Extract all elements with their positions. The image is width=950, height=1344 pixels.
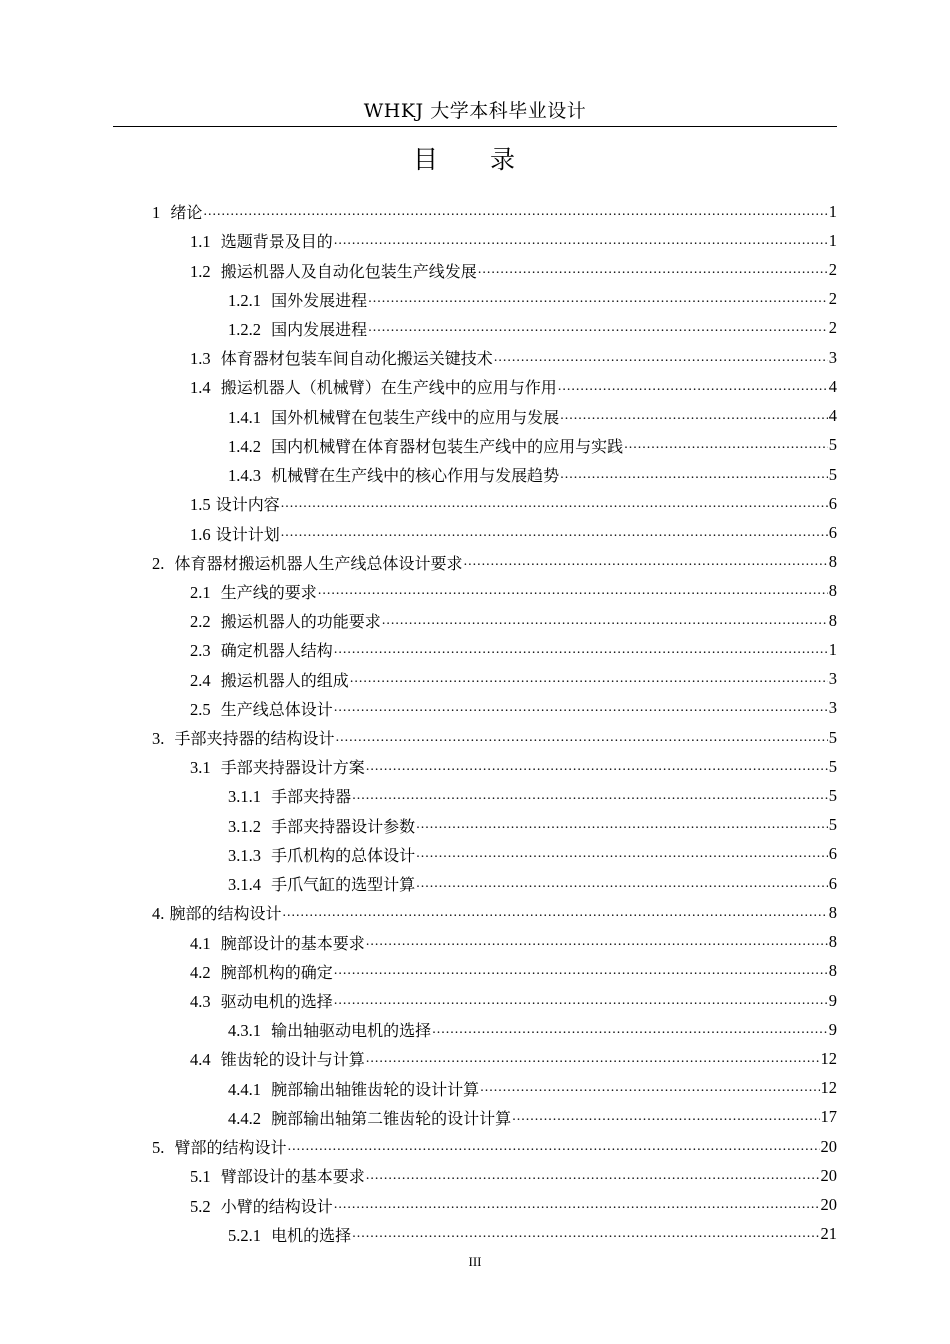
toc-dot-leader xyxy=(366,1168,820,1184)
toc-entry[interactable] xyxy=(152,548,837,577)
toc-entry[interactable] xyxy=(152,402,837,431)
page-title: 目 录 xyxy=(413,145,537,174)
toc-entry-label: 国内机械臂在体育器材包装生产线中的应用与实践 xyxy=(271,436,624,456)
toc-entry-title xyxy=(190,989,333,1012)
toc-entry-label: 搬运机器人及自动化包装生产线发展 xyxy=(220,261,477,281)
toc-entry-label: 手爪气缸的选型计算 xyxy=(271,875,416,895)
toc-entry-number: 5.1 xyxy=(190,1167,211,1187)
toc-page-number: 2 xyxy=(828,260,837,280)
toc-dot-leader xyxy=(478,262,828,278)
toc-entry-number: 3.1.1 xyxy=(228,787,261,807)
toc-entry-number: 4.3.1 xyxy=(228,1021,261,1041)
toc-entry-number: 5.2.1 xyxy=(228,1225,261,1245)
toc-page-number: 2 xyxy=(828,289,837,309)
toc-entry[interactable] xyxy=(152,197,837,226)
toc-page-number: 6 xyxy=(828,873,837,893)
toc-entry-label: 体育器材包装车间自动化搬运关键技术 xyxy=(220,349,493,369)
toc-entry-title xyxy=(190,259,477,282)
toc-entry-number: 4.4.1 xyxy=(228,1079,261,1099)
toc-entry-title xyxy=(152,901,281,924)
toc-dot-leader xyxy=(288,1139,820,1155)
toc-entry-number: 1.3 xyxy=(190,349,211,369)
toc-entry-title xyxy=(228,463,559,486)
toc-dot-leader xyxy=(350,671,828,687)
toc-entry-title xyxy=(190,1047,365,1070)
toc-entry-title xyxy=(190,492,280,515)
toc-page-number: 17 xyxy=(820,1107,837,1127)
toc-page-number: 3 xyxy=(828,698,837,718)
toc-entry-title xyxy=(228,1018,431,1041)
toc-entry-label: 输出轴驱动电机的选择 xyxy=(271,1021,432,1041)
toc-entry-title xyxy=(190,960,333,983)
toc-dot-leader xyxy=(366,1051,820,1067)
toc-entry-title xyxy=(228,814,415,837)
toc-entry-number: 2. xyxy=(152,553,165,573)
toc-page-number: 8 xyxy=(828,932,837,952)
toc-entry-title xyxy=(228,1106,511,1129)
toc-dot-leader xyxy=(336,730,828,746)
toc-entry-number: 4.3 xyxy=(190,992,211,1012)
toc-entry-number: 2.4 xyxy=(190,670,211,690)
toc-dot-leader xyxy=(334,642,828,658)
toc-entry-label: 臂部的结构设计 xyxy=(174,1138,287,1158)
toc-dot-leader xyxy=(382,613,828,629)
toc-entry-number: 4. xyxy=(152,904,165,924)
toc-entry-label: 设计内容 xyxy=(215,495,280,515)
toc-entry-label: 手部夹持器 xyxy=(271,787,352,807)
toc-entry-title xyxy=(228,288,367,311)
toc-entry-title xyxy=(190,1194,333,1217)
toc-entry-label: 体育器材搬运机器人生产线总体设计要求 xyxy=(174,553,463,573)
toc-page-number: 5 xyxy=(828,435,837,455)
toc-entry[interactable] xyxy=(152,606,837,635)
toc-dot-leader xyxy=(352,1226,819,1242)
toc-page-number: 6 xyxy=(828,493,837,513)
toc-entry-label: 机械臂在生产线中的核心作用与发展趋势 xyxy=(271,466,560,486)
toc-dot-leader xyxy=(480,1080,819,1096)
toc-entry-label: 确定机器人结构 xyxy=(220,641,333,661)
toc-entry-label: 生产线的要求 xyxy=(220,582,317,602)
toc-entry[interactable] xyxy=(152,314,837,343)
toc-page-number: 9 xyxy=(828,990,837,1010)
toc-entry-title xyxy=(190,931,365,954)
toc-dot-leader xyxy=(282,905,827,921)
toc-entry-number: 2.3 xyxy=(190,641,211,661)
toc-entry-number: 1.5 xyxy=(190,495,211,515)
toc-page-number: 2 xyxy=(828,318,837,338)
toc-page-number: 8 xyxy=(828,552,837,572)
toc-entry[interactable] xyxy=(152,431,837,460)
toc-entry-title xyxy=(152,551,463,574)
toc-entry-number: 1.2 xyxy=(190,261,211,281)
toc-page-number: 8 xyxy=(828,902,837,922)
toc-entry[interactable] xyxy=(152,635,837,664)
toc-page-number: 5 xyxy=(828,464,837,484)
toc-page-number: 5 xyxy=(828,815,837,835)
toc-entry[interactable] xyxy=(152,577,837,606)
toc-dot-leader xyxy=(624,437,828,453)
toc-entry-title xyxy=(228,405,559,428)
toc-entry-number: 1.4.2 xyxy=(228,436,261,456)
toc-page-number: 5 xyxy=(828,756,837,776)
toc-entry-title xyxy=(190,668,349,691)
toc-entry-label: 国外发展进程 xyxy=(271,290,368,310)
toc-entry[interactable] xyxy=(152,752,837,781)
toc-dot-leader xyxy=(366,759,828,775)
toc-dot-leader xyxy=(560,467,828,483)
toc-dot-leader xyxy=(368,320,828,336)
toc-entry[interactable] xyxy=(152,665,837,694)
toc-page-number: 21 xyxy=(820,1224,837,1244)
toc-dot-leader xyxy=(281,525,828,541)
toc-entry-number: 1.6 xyxy=(190,524,211,544)
toc-page-number: 8 xyxy=(828,610,837,630)
toc-entry-label: 选题背景及目的 xyxy=(220,232,333,252)
toc-entry[interactable] xyxy=(152,1220,837,1249)
toc-dot-leader xyxy=(334,993,828,1009)
toc-dot-leader xyxy=(203,204,827,220)
toc-dot-leader xyxy=(494,350,828,366)
toc-entry-label: 腕部的结构设计 xyxy=(169,904,282,924)
toc-entry[interactable] xyxy=(152,781,837,810)
toc-entry-title xyxy=(228,784,351,807)
toc-entry-title xyxy=(190,609,381,632)
toc-page-number: 8 xyxy=(828,581,837,601)
toc-page-number: 20 xyxy=(820,1165,837,1185)
toc-entry-title xyxy=(190,580,317,603)
toc-entry-title xyxy=(228,317,367,340)
toc-page-number: 6 xyxy=(828,523,837,543)
toc-entry[interactable] xyxy=(152,927,837,956)
toc-page-number: 20 xyxy=(820,1195,837,1215)
toc-dot-leader xyxy=(368,291,828,307)
toc-dot-leader xyxy=(560,408,828,424)
toc-entry[interactable] xyxy=(152,1103,837,1132)
toc-entry-number: 3. xyxy=(152,729,165,749)
toc-entry-label: 驱动电机的选择 xyxy=(220,992,333,1012)
toc-entry[interactable] xyxy=(152,489,837,518)
toc-entry[interactable] xyxy=(152,372,837,401)
toc-dot-leader xyxy=(334,233,828,249)
toc-entry-title xyxy=(190,755,365,778)
toc-dot-leader xyxy=(334,1197,820,1213)
toc-entry[interactable] xyxy=(152,811,837,840)
toc-entry[interactable] xyxy=(152,840,837,869)
toc-entry-number: 2.1 xyxy=(190,582,211,602)
toc-entry[interactable] xyxy=(152,1015,837,1044)
toc-dot-leader xyxy=(334,700,828,716)
toc-entry-number: 1.4 xyxy=(190,378,211,398)
toc-entry-label: 手部夹持器设计方案 xyxy=(220,758,365,778)
toc-entry[interactable] xyxy=(152,723,837,752)
toc-entry[interactable] xyxy=(152,694,837,723)
toc-entry[interactable] xyxy=(152,255,837,284)
toc-entry[interactable] xyxy=(152,460,837,489)
toc-entry-title xyxy=(228,872,415,895)
toc-entry-label: 手部夹持器设计参数 xyxy=(271,816,416,836)
toc-entry-label: 小臂的结构设计 xyxy=(220,1196,333,1216)
toc-entry-label: 电机的选择 xyxy=(271,1225,352,1245)
toc-entry-number: 2.5 xyxy=(190,699,211,719)
toc-entry-title xyxy=(228,1077,479,1100)
header-divider xyxy=(113,126,837,127)
toc-entry-number: 1.2.1 xyxy=(228,290,261,310)
toc-entry-number: 5. xyxy=(152,1138,165,1158)
toc-entry-number: 1 xyxy=(152,203,161,223)
toc-entry[interactable] xyxy=(152,1161,837,1190)
toc-page-number: 5 xyxy=(828,727,837,747)
toc-entry-number: 1.1 xyxy=(190,232,211,252)
toc-entry[interactable] xyxy=(152,226,837,255)
page-number: III xyxy=(468,1254,482,1269)
toc-entry-number: 1.4.3 xyxy=(228,466,261,486)
toc-entry-label: 臂部设计的基本要求 xyxy=(220,1167,365,1187)
toc-page-number: 1 xyxy=(828,639,837,659)
toc-entry-number: 3.1 xyxy=(190,758,211,778)
toc-page-number: 12 xyxy=(820,1048,837,1068)
toc-page-number: 5 xyxy=(828,785,837,805)
toc-entry[interactable] xyxy=(152,1074,837,1103)
toc-entry-label: 搬运机器人（机械臂）在生产线中的应用与作用 xyxy=(220,378,557,398)
toc-entry-title xyxy=(228,434,623,457)
toc-entry-label: 手爪机构的总体设计 xyxy=(271,845,416,865)
running-header: WHKJ 大学本科毕业设计 xyxy=(363,100,587,122)
toc-entry-number: 1.4.1 xyxy=(228,407,261,427)
toc-entry-number: 5.2 xyxy=(190,1196,211,1216)
toc-entry-title xyxy=(190,346,493,369)
toc-dot-leader xyxy=(464,554,828,570)
toc-entry-title xyxy=(190,697,333,720)
toc-entry-title xyxy=(152,1135,287,1158)
toc-entry[interactable] xyxy=(152,1132,837,1161)
toc-entry-label: 腕部机构的确定 xyxy=(220,962,333,982)
toc-entry-number: 3.1.3 xyxy=(228,845,261,865)
toc-entry-label: 生产线总体设计 xyxy=(220,699,333,719)
toc-page-number: 9 xyxy=(828,1019,837,1039)
toc-page-number: 8 xyxy=(828,961,837,981)
toc-dot-leader xyxy=(416,846,828,862)
toc-entry[interactable] xyxy=(152,986,837,1015)
toc-entry-label: 设计计划 xyxy=(215,524,280,544)
toc-entry[interactable] xyxy=(152,869,837,898)
toc-entry-title xyxy=(190,1164,365,1187)
toc-entry-title xyxy=(190,638,333,661)
toc-entry[interactable] xyxy=(152,957,837,986)
toc-entry[interactable] xyxy=(152,1190,837,1219)
toc-entry-label: 国外机械臂在包装生产线中的应用与发展 xyxy=(271,407,560,427)
toc-entry-number: 3.1.2 xyxy=(228,816,261,836)
toc-entry[interactable] xyxy=(152,285,837,314)
toc-entry-title xyxy=(190,229,333,252)
toc-entry-label: 绪论 xyxy=(170,203,203,223)
toc-page-number: 6 xyxy=(828,844,837,864)
toc-dot-leader xyxy=(334,963,828,979)
toc-entry-number: 3.1.4 xyxy=(228,875,261,895)
toc-entry-number: 4.2 xyxy=(190,962,211,982)
toc-entry[interactable] xyxy=(152,343,837,372)
toc-dot-leader xyxy=(558,379,828,395)
table-of-contents xyxy=(152,197,837,1249)
toc-entry-label: 搬运机器人的组成 xyxy=(220,670,349,690)
toc-dot-leader xyxy=(416,876,828,892)
toc-entry-title xyxy=(190,375,557,398)
toc-page-number: 3 xyxy=(828,669,837,689)
toc-entry-label: 腕部输出轴第二锥齿轮的设计计算 xyxy=(271,1108,512,1128)
toc-entry-title xyxy=(228,843,415,866)
toc-entry-number: 1.2.2 xyxy=(228,319,261,339)
toc-entry-label: 搬运机器人的功能要求 xyxy=(220,612,381,632)
toc-entry[interactable] xyxy=(152,898,837,927)
toc-entry-label: 国内发展进程 xyxy=(271,319,368,339)
toc-entry-number: 2.2 xyxy=(190,612,211,632)
toc-entry-label: 手部夹持器的结构设计 xyxy=(174,729,335,749)
toc-entry-label: 腕部输出轴锥齿轮的设计计算 xyxy=(271,1079,480,1099)
toc-page-number: 1 xyxy=(828,201,837,221)
toc-entry-number: 4.4 xyxy=(190,1050,211,1070)
toc-entry-number: 4.4.2 xyxy=(228,1108,261,1128)
toc-dot-leader xyxy=(416,817,828,833)
toc-dot-leader xyxy=(432,1022,828,1038)
toc-dot-leader xyxy=(281,496,828,512)
toc-page-number: 20 xyxy=(820,1136,837,1156)
toc-page-number: 12 xyxy=(820,1078,837,1098)
toc-dot-leader xyxy=(512,1109,819,1125)
toc-entry-number: 4.1 xyxy=(190,933,211,953)
toc-page-number: 3 xyxy=(828,347,837,367)
toc-dot-leader xyxy=(318,583,828,599)
toc-entry-label: 锥齿轮的设计与计算 xyxy=(220,1050,365,1070)
toc-entry-label: 腕部设计的基本要求 xyxy=(220,933,365,953)
toc-entry-title xyxy=(228,1223,351,1246)
toc-dot-leader xyxy=(366,934,828,950)
toc-dot-leader xyxy=(352,788,828,804)
toc-page-number: 4 xyxy=(828,406,837,426)
toc-entry-title xyxy=(152,726,335,749)
toc-entry[interactable] xyxy=(152,1044,837,1073)
toc-entry[interactable] xyxy=(152,518,837,547)
toc-page-number: 1 xyxy=(828,230,837,250)
toc-entry-title xyxy=(152,200,202,223)
toc-entry-title xyxy=(190,522,280,545)
toc-page-number: 4 xyxy=(828,376,837,396)
